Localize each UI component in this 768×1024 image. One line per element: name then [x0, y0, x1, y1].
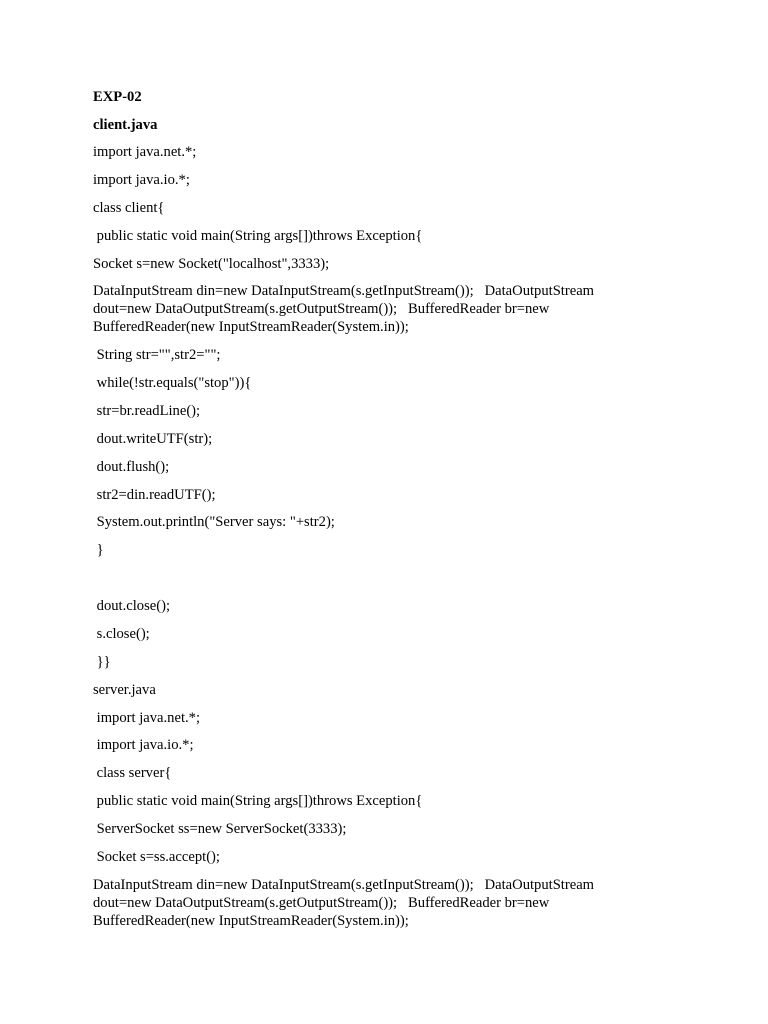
code-line: str=br.readLine(); — [93, 403, 201, 419]
code-line: str2=din.readUTF(); — [93, 487, 216, 503]
code-line: public static void main(String args[])throws Exception{ — [93, 793, 423, 809]
code-line: dout.flush(); — [93, 459, 170, 475]
experiment-heading: EXP-02 — [93, 89, 142, 105]
code-line: class client{ — [93, 200, 165, 216]
code-line: class server{ — [93, 765, 172, 781]
code-line: ServerSocket ss=new ServerSocket(3333); — [93, 821, 347, 837]
code-line: }} — [93, 654, 111, 670]
code-line: System.out.println("Server says: "+str2); — [93, 514, 335, 530]
code-line: public static void main(String args[])throws Exception{ — [93, 228, 423, 244]
code-line: dout.writeUTF(str); — [93, 431, 213, 447]
code-line: import java.io.*; — [93, 737, 194, 753]
code-line: s.close(); — [93, 626, 150, 642]
server-file-title: server.java — [93, 682, 156, 698]
code-line: Socket s=new Socket("localhost",3333); — [93, 256, 330, 272]
code-line: while(!str.equals("stop")){ — [93, 375, 252, 391]
client-streams-paragraph — [93, 282, 653, 336]
code-line: String str="",str2=""; — [93, 347, 221, 363]
code-line: dout=new DataOutputStream(s.getOutputStream()); BufferedReader br=new — [93, 895, 550, 911]
code-line: import java.net.*; — [93, 144, 197, 160]
code-line: import java.net.*; — [93, 710, 200, 726]
server-streams-paragraph — [93, 876, 653, 930]
client-file-title: client.java — [93, 117, 158, 133]
code-line: Socket s=ss.accept(); — [93, 849, 220, 865]
code-line: } — [93, 542, 104, 558]
code-line: dout=new DataOutputStream(s.getOutputStream()); BufferedReader br=new — [93, 301, 550, 317]
code-line: BufferedReader(new InputStreamReader(System.in)); — [93, 319, 409, 335]
code-line: DataInputStream din=new DataInputStream(s.getInputStream()); DataOutputStream — [93, 877, 595, 893]
code-line: DataInputStream din=new DataInputStream(s.getInputStream()); DataOutputStream — [93, 283, 595, 299]
code-line: import java.io.*; — [93, 172, 190, 188]
code-line: dout.close(); — [93, 598, 171, 614]
code-line: BufferedReader(new InputStreamReader(System.in)); — [93, 913, 409, 929]
